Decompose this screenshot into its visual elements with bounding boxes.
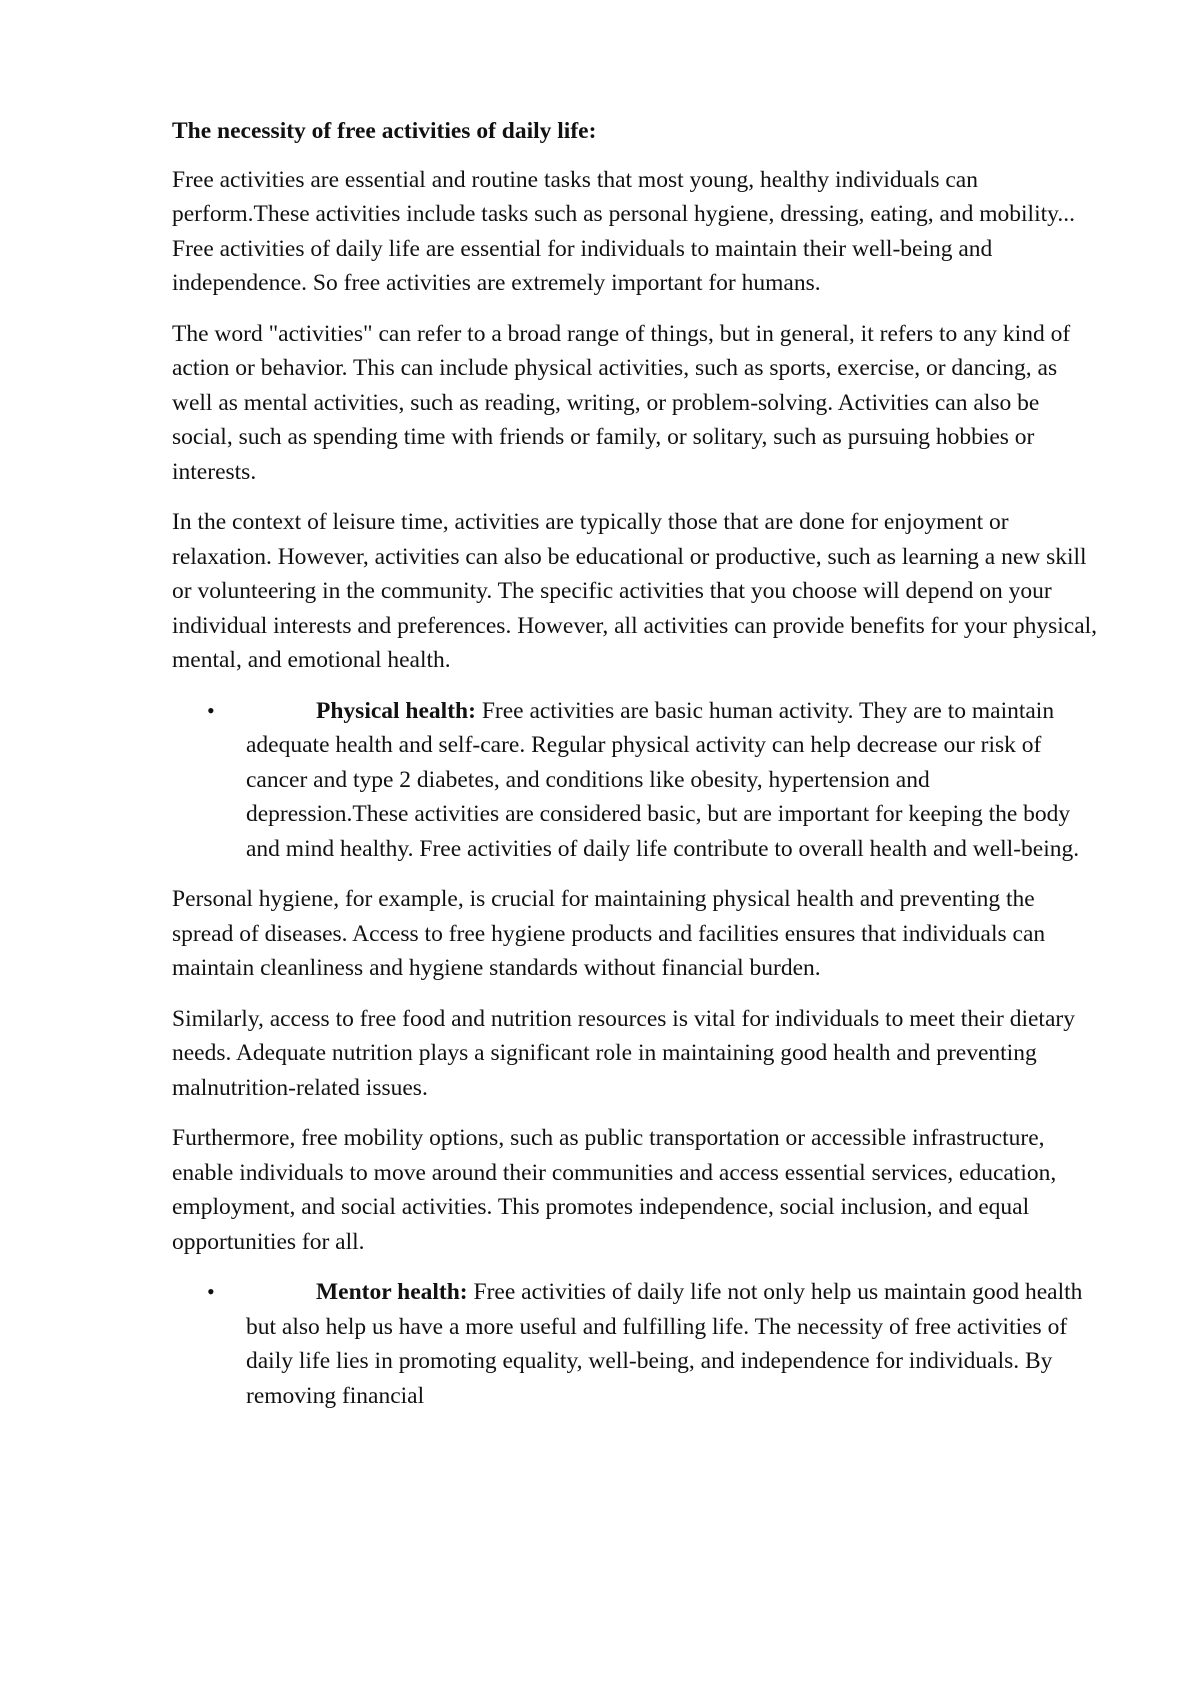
bullet-item-mentor-health <box>172 1275 1098 1413</box>
paragraph-intro-1: Free activities are essential and routine tasks that most young, healthy individuals can perform.These activities include tasks such as personal hygiene, dressing, eating, and mobility... Free activities of daily life are essential for individuals to maintain their well-being and independence. So free activities are extremely important for humans. <box>172 166 1075 296</box>
bullet-item-physical-health <box>172 694 1098 867</box>
document-title: The necessity of free activities of daily life: <box>172 118 597 144</box>
bullet-icon: • <box>207 1279 215 1304</box>
bullet-text-physical: Free activities are basic human activity. They are to maintain adequate health and self-care. Regular physical activity can help decrease our risk of cancer and type 2 diabetes, and conditions like obesity, hypertension and depression.These activities are considered basic, but are important for keeping the body and mind healthy. Free activities of daily life contribute to overall health and well-being. <box>246 697 1080 862</box>
paragraph-intro-2: The word "activities" can refer to a broad range of things, but in general, it refers to any kind of action or behavior. This can include physical activities, such as sports, exercise, or dancing, as well as mental activities, such as reading, writing, or problem-solving. Activities can also be social, such as spending time with friends or family, or solitary, such as pursuing hobbies or interests. <box>172 320 1071 485</box>
bullet-heading-physical: Physical health: <box>316 697 476 724</box>
bullet-list-physical <box>172 694 1098 867</box>
paragraph-intro-3: In the context of leisure time, activities are typically those that are done for enjoyment or relaxation. However, activities can also be educational or productive, such as learning a new skill or volunteering in the community. The specific activities that you choose will depend on your individual interests and preferences. However, all activities can provide benefits for your physical, mental, and emotional health. <box>172 509 1098 673</box>
bullet-list-mentor <box>172 1275 1098 1413</box>
bullet-heading-mentor: Mentor health: <box>316 1279 468 1305</box>
paragraph-middle-1: Personal hygiene, for example, is crucial for maintaining physical health and preventing the spread of diseases. Access to free hygiene products and facilities ensures that individuals can maintain cleanliness and hygiene standards without financial burden. <box>172 886 1046 981</box>
paragraph-middle-3: Furthermore, free mobility options, such as public transportation or accessible infrastructure, enable individuals to move around their communities and access essential services, education, employment, and social activities. This promotes independence, social inclusion, and equal opportunities for all. <box>172 1125 1057 1255</box>
paragraph-middle-2: Similarly, access to free food and nutrition resources is vital for individuals to meet their dietary needs. Adequate nutrition plays a significant role in maintaining good health and preventing malnutrition-related issues. <box>172 1005 1075 1101</box>
bullet-icon: • <box>207 697 215 723</box>
bullet-text-mentor: Free activities of daily life not only help us maintain good health but also help us have a more useful and fulfilling life. The necessity of free activities of daily life lies in promoting equality, well-being, and independence for individuals. By removing financial <box>246 1279 1083 1409</box>
document-page <box>172 114 1098 1429</box>
